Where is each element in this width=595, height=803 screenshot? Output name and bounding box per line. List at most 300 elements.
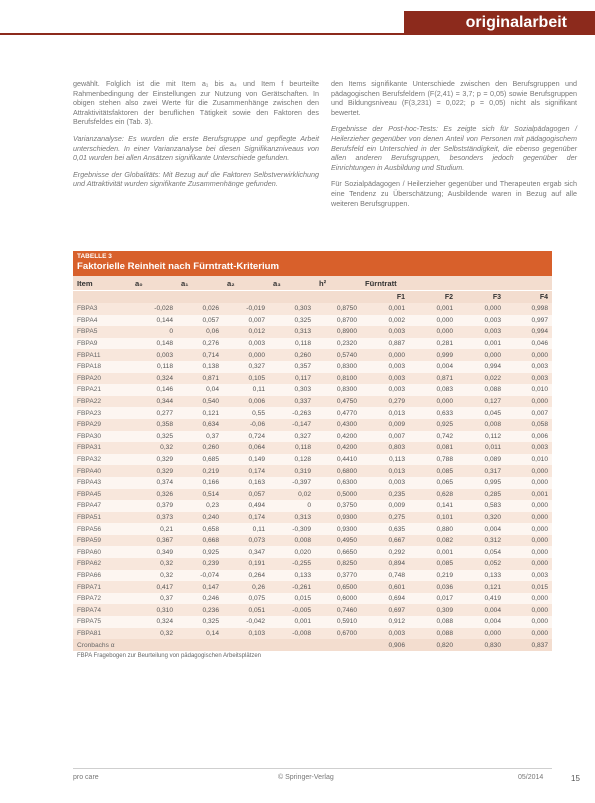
value-cell: 0,235: [361, 489, 409, 501]
table-row: [73, 489, 552, 501]
table-row: [73, 407, 552, 419]
value-cell: 0,313: [269, 512, 315, 524]
value-cell: 0,000: [505, 535, 552, 547]
value-cell: 0,013: [361, 465, 409, 477]
value-cell: 0,089: [457, 454, 505, 466]
text-column-left: [73, 79, 319, 196]
value-cell: 0,000: [505, 523, 552, 535]
table-row: [73, 442, 552, 454]
value-cell: 0,219: [177, 465, 223, 477]
value-cell: 0,3750: [315, 500, 361, 512]
item-cell: FBPA9: [73, 338, 131, 350]
value-cell: 0,32: [131, 628, 177, 640]
table-row: [73, 431, 552, 443]
value-cell: 0,000: [505, 616, 552, 628]
value-cell: 0,803: [361, 442, 409, 454]
item-cell: FBPA56: [73, 523, 131, 535]
value-cell: 0,2320: [315, 338, 361, 350]
value-cell: 0,007: [505, 407, 552, 419]
factor-table: [73, 251, 552, 661]
value-cell: 0,26: [223, 581, 269, 593]
value-cell: 0,6300: [315, 477, 361, 489]
table-note: FBPA Fragebogen zur Beurteilung von pädagogischen Arbeitsplätzen: [77, 652, 262, 659]
value-cell: 0,003: [361, 477, 409, 489]
value-cell: 0,015: [269, 593, 315, 605]
item-cell: FBPA11: [73, 349, 131, 361]
value-cell: 0,325: [177, 616, 223, 628]
table-row: [73, 546, 552, 558]
value-cell: 0,667: [361, 535, 409, 547]
value-cell: 0,347: [223, 546, 269, 558]
paragraph: Ergebnisse der Post-hoc-Tests: Es zeigte sich für Sozialpädagogen / Heilerzieher gegenüber von denen Anteil von Personen mit pädagogischem Berufsfeld ein Unterschied in der Selbstständigkeit, die ebenso gegenüber allen anderen Berufsgruppen, besonders jedoch gegenüber der Einrichtungen in Ausbildung und Studium.: [331, 124, 577, 172]
value-cell: 0,088: [409, 628, 457, 640]
col-header-f4: F4: [505, 291, 552, 304]
value-cell: 0,000: [505, 604, 552, 616]
value-cell: 0,121: [457, 581, 505, 593]
value-cell: 0,083: [409, 384, 457, 396]
value-cell: 0,000: [505, 396, 552, 408]
value-cell: 0,374: [131, 477, 177, 489]
value-cell: 0,003: [457, 315, 505, 327]
value-cell: 0,133: [457, 570, 505, 582]
value-cell: 0,007: [361, 431, 409, 443]
value-cell: 0,327: [223, 361, 269, 373]
value-cell: 0,003: [361, 361, 409, 373]
section-label: originalarbeit: [404, 11, 595, 35]
item-cell: FBPA23: [73, 407, 131, 419]
value-cell: 0,001: [269, 616, 315, 628]
value-cell: 0,000: [409, 326, 457, 338]
value-cell: 0,112: [457, 431, 505, 443]
value-cell: 0,8100: [315, 373, 361, 385]
value-cell: 0,37: [177, 431, 223, 443]
value-cell: 0,264: [223, 570, 269, 582]
value-cell: 0,9300: [315, 523, 361, 535]
value-cell: 0,8900: [315, 326, 361, 338]
item-cell: FBPA75: [73, 616, 131, 628]
table-row: [73, 315, 552, 327]
table-row: [73, 349, 552, 361]
value-cell: 0,036: [409, 581, 457, 593]
value-cell: 0,358: [131, 419, 177, 431]
value-cell: -0,019: [223, 303, 269, 315]
table-row: [73, 454, 552, 466]
value-cell: 0,788: [409, 454, 457, 466]
value-cell: 0,146: [131, 384, 177, 396]
value-cell: 0,240: [177, 512, 223, 524]
value-cell: 0,6500: [315, 581, 361, 593]
value-cell: 0,8250: [315, 558, 361, 570]
value-cell: -0,028: [131, 303, 177, 315]
value-cell: 0,003: [505, 373, 552, 385]
value-cell: 0,009: [361, 500, 409, 512]
value-cell: 0,003: [361, 326, 409, 338]
table-row: [73, 373, 552, 385]
value-cell: 0,054: [457, 546, 505, 558]
value-cell: 0,309: [409, 604, 457, 616]
value-cell: 0,191: [223, 558, 269, 570]
value-cell: 0,894: [361, 558, 409, 570]
value-cell: 0,051: [223, 604, 269, 616]
value-cell: 0,279: [361, 396, 409, 408]
item-cell: FBPA47: [73, 500, 131, 512]
value-cell: 0,344: [131, 396, 177, 408]
value-cell: 0,494: [223, 500, 269, 512]
value-cell: 0,887: [361, 338, 409, 350]
value-cell: 0,4950: [315, 535, 361, 547]
value-cell: 0,088: [409, 616, 457, 628]
table-row: [73, 303, 552, 315]
paragraph: gewählt. Folglich ist die mit Item a₁ bis a₄ und Item f beurteilte Rahmenbedingung der Einstellungen zur Nutzung von Gerätschaften. In obigen stehen also zwei Werte für die Zusammenhänge zwischen den Attraktivitätsfaktoren der beruflichen Tätigkeit sowie den Faktoren des Berufsfeldes ein (Tab. 3).: [73, 79, 319, 127]
col-header-f1: F1: [361, 291, 409, 304]
value-cell: 0,4750: [315, 396, 361, 408]
paragraph: Ergebnisse der Globalitäts: Mit Bezug auf die Faktoren Selbstverwirklichung und Attraktivität wurden signifikante Zusammenhänge gefunden.: [73, 169, 319, 189]
table-row: [73, 581, 552, 593]
value-cell: 0,4410: [315, 454, 361, 466]
value-cell: 0,694: [361, 593, 409, 605]
paragraph: Für Sozialpädagogen / Heilerzieher gegenüber und Therapeuten ergab sich eine Tendenz zu Überschätzung; Ausbildende waren in Bezug auf alle weiteren Berufsgruppen.: [331, 179, 577, 208]
text-column-right: [331, 79, 577, 215]
value-cell: 0,082: [409, 535, 457, 547]
value-cell: 0,4200: [315, 431, 361, 443]
item-cell: FBPA4: [73, 315, 131, 327]
paragraph: den Items signifikante Unterschiede zwischen den Berufsgruppen und pädagogischen Berufsfeldern (F(2,41) = 3,7; p = 0,05) sowie Berufsgruppen und Bildungsniveau (F(3,231) = 0,022; p = 0,05) nicht als signifikant bewertet.: [331, 79, 577, 117]
page-number: 15: [571, 774, 580, 783]
value-cell: 0,118: [269, 338, 315, 350]
value-cell: -0,261: [269, 581, 315, 593]
value-cell: 0,325: [131, 431, 177, 443]
value-cell: 0,277: [131, 407, 177, 419]
value-cell: -0,309: [269, 523, 315, 535]
value-cell: 0,871: [177, 373, 223, 385]
value-cell: 0,357: [269, 361, 315, 373]
paragraph: Varianzanalyse: Es wurden die erste Berufsgruppe und gepflegte Arbeit unterschieden. In einer Varianzanalyse bei diesen Signifikanzniveaus von 0,01 wurden bei allen Ansätzen signifikante Unterschiede gefunden.: [73, 133, 319, 163]
value-cell: 0,281: [409, 338, 457, 350]
table-label: TABELLE 3: [73, 251, 552, 261]
value-cell: 0,105: [223, 373, 269, 385]
value-cell: 0,32: [131, 558, 177, 570]
value-cell: 0,373: [131, 512, 177, 524]
value-cell: 0,011: [457, 442, 505, 454]
value-cell: 0,118: [131, 361, 177, 373]
value-cell: 0,085: [409, 558, 457, 570]
value-cell: 0,004: [457, 604, 505, 616]
table-row: [73, 535, 552, 547]
value-cell: 0,285: [457, 489, 505, 501]
value-cell: 0,141: [409, 500, 457, 512]
value-cell: 0,634: [177, 419, 223, 431]
value-cell: 0,55: [223, 407, 269, 419]
value-cell: 0,5740: [315, 349, 361, 361]
item-cell: FBPA74: [73, 604, 131, 616]
value-cell: 0,325: [269, 315, 315, 327]
value-cell: 0,026: [177, 303, 223, 315]
value-cell: 0,02: [269, 489, 315, 501]
col-header-f2: F2: [409, 291, 457, 304]
item-cell: FBPA43: [73, 477, 131, 489]
table-row: [73, 396, 552, 408]
value-cell: 0,417: [131, 581, 177, 593]
value-cell: 0,6700: [315, 628, 361, 640]
value-cell: 0,045: [457, 407, 505, 419]
value-cell: -0,397: [269, 477, 315, 489]
value-cell: -0,06: [223, 419, 269, 431]
cronbach-row: [73, 639, 552, 651]
value-cell: 0,8750: [315, 303, 361, 315]
value-cell: 0,163: [223, 477, 269, 489]
item-cell: FBPA66: [73, 570, 131, 582]
item-cell: FBPA71: [73, 581, 131, 593]
value-cell: 0,003: [361, 384, 409, 396]
cronbach-value: 0,820: [409, 639, 457, 651]
item-cell: FBPA5: [73, 326, 131, 338]
value-cell: 0,004: [457, 616, 505, 628]
value-cell: 0,724: [223, 431, 269, 443]
value-cell: 0,073: [223, 535, 269, 547]
value-cell: 0,999: [409, 349, 457, 361]
col-header-fuerntratt: Fürntratt: [361, 276, 552, 291]
value-cell: 0,057: [223, 489, 269, 501]
value-cell: 0,14: [177, 628, 223, 640]
value-cell: 0,020: [269, 546, 315, 558]
value-cell: 0,000: [409, 396, 457, 408]
table-row: [73, 500, 552, 512]
value-cell: 0,000: [505, 593, 552, 605]
value-cell: 0,006: [223, 396, 269, 408]
table-row: [73, 338, 552, 350]
table-row: [73, 604, 552, 616]
col-header-a2: a₂: [223, 276, 269, 291]
value-cell: 0,000: [505, 512, 552, 524]
value-cell: 0,419: [457, 593, 505, 605]
value-cell: 0,000: [409, 315, 457, 327]
col-header-a0: a₀: [131, 276, 177, 291]
value-cell: 0,138: [177, 361, 223, 373]
item-cell: FBPA20: [73, 373, 131, 385]
item-cell: FBPA18: [73, 361, 131, 373]
item-cell: FBPA62: [73, 558, 131, 570]
value-cell: 0,004: [457, 523, 505, 535]
value-cell: 0,312: [457, 535, 505, 547]
value-cell: 0,000: [457, 349, 505, 361]
value-cell: 0,236: [177, 604, 223, 616]
value-cell: 0,292: [361, 546, 409, 558]
value-cell: 0,329: [131, 454, 177, 466]
value-cell: 0,6000: [315, 593, 361, 605]
table-row: [73, 361, 552, 373]
item-cell: FBPA30: [73, 431, 131, 443]
value-cell: 0,11: [223, 523, 269, 535]
value-cell: -0,147: [269, 419, 315, 431]
value-cell: 0,001: [505, 489, 552, 501]
table-body: [73, 303, 552, 651]
header-rule: [0, 33, 595, 35]
value-cell: 0,601: [361, 581, 409, 593]
value-cell: 0,003: [361, 628, 409, 640]
value-cell: 0: [269, 500, 315, 512]
item-cell: FBPA45: [73, 489, 131, 501]
value-cell: 0,5000: [315, 489, 361, 501]
footer-publisher: © Springer-Verlag: [278, 774, 334, 781]
value-cell: -0,008: [269, 628, 315, 640]
value-cell: 0,064: [223, 442, 269, 454]
value-cell: 0,11: [223, 384, 269, 396]
value-cell: 0,303: [269, 303, 315, 315]
value-cell: 0,8300: [315, 361, 361, 373]
value-cell: 0,013: [361, 407, 409, 419]
value-cell: 0,514: [177, 489, 223, 501]
value-cell: 0,174: [223, 512, 269, 524]
value-cell: 0,121: [177, 407, 223, 419]
value-cell: 0,997: [505, 315, 552, 327]
value-cell: 0,017: [409, 593, 457, 605]
value-cell: 0,148: [131, 338, 177, 350]
value-cell: 0,174: [223, 465, 269, 477]
value-cell: 0,04: [177, 384, 223, 396]
value-cell: 0,001: [409, 546, 457, 558]
value-cell: 0,871: [409, 373, 457, 385]
value-cell: -0,255: [269, 558, 315, 570]
footer-date: 05/2014: [518, 774, 544, 781]
table-row: [73, 616, 552, 628]
cronbach-value: 0,837: [505, 639, 552, 651]
page-header: [0, 0, 595, 36]
value-cell: 0,133: [269, 570, 315, 582]
col-header-h2: h²: [315, 276, 361, 291]
item-cell: FBPA29: [73, 419, 131, 431]
value-cell: 0,320: [457, 512, 505, 524]
value-cell: 0,748: [361, 570, 409, 582]
value-cell: 0,7460: [315, 604, 361, 616]
value-cell: 0,004: [409, 361, 457, 373]
value-cell: 0,668: [177, 535, 223, 547]
value-cell: 0,147: [177, 581, 223, 593]
value-cell: 0,000: [505, 558, 552, 570]
value-cell: 0,3770: [315, 570, 361, 582]
table-row: [73, 477, 552, 489]
data-table: [73, 276, 552, 651]
value-cell: 0,002: [361, 315, 409, 327]
table-row: [73, 558, 552, 570]
value-cell: 0,37: [131, 593, 177, 605]
table-row: [73, 326, 552, 338]
subheader-spacer: [73, 291, 361, 304]
value-cell: 0,000: [505, 546, 552, 558]
value-cell: 0,998: [505, 303, 552, 315]
value-cell: 0,324: [131, 373, 177, 385]
value-cell: 0,007: [223, 315, 269, 327]
value-cell: 0,912: [361, 616, 409, 628]
value-cell: 0,065: [409, 477, 457, 489]
value-cell: 0,8700: [315, 315, 361, 327]
value-cell: 0,001: [361, 303, 409, 315]
value-cell: 0,008: [457, 419, 505, 431]
value-cell: 0,003: [505, 570, 552, 582]
value-cell: 0,313: [269, 326, 315, 338]
value-cell: 0,003: [457, 326, 505, 338]
value-cell: -0,074: [177, 570, 223, 582]
value-cell: 0,23: [177, 500, 223, 512]
col-header-f3: F3: [457, 291, 505, 304]
value-cell: 0,052: [457, 558, 505, 570]
value-cell: 0,32: [131, 570, 177, 582]
value-cell: 0,000: [457, 303, 505, 315]
value-cell: 0,101: [409, 512, 457, 524]
value-cell: 0,000: [505, 477, 552, 489]
table-title: Faktorielle Reinheit nach Fürntratt-Kriterium: [73, 261, 552, 276]
value-cell: 0,714: [177, 349, 223, 361]
table-row: [73, 512, 552, 524]
value-cell: 0,003: [505, 442, 552, 454]
value-cell: 0,260: [269, 349, 315, 361]
value-cell: 0,329: [131, 465, 177, 477]
table-row: [73, 593, 552, 605]
value-cell: 0,994: [457, 361, 505, 373]
value-cell: 0,349: [131, 546, 177, 558]
value-cell: 0,260: [177, 442, 223, 454]
value-cell: 0,994: [505, 326, 552, 338]
value-cell: 0,149: [223, 454, 269, 466]
value-cell: 0,057: [177, 315, 223, 327]
table-row: [73, 384, 552, 396]
value-cell: 0,925: [409, 419, 457, 431]
value-cell: 0,058: [505, 419, 552, 431]
value-cell: 0,880: [409, 523, 457, 535]
value-cell: 0,000: [505, 500, 552, 512]
value-cell: 0,000: [505, 628, 552, 640]
table-row: [73, 570, 552, 582]
value-cell: 0,327: [269, 431, 315, 443]
item-cell: FBPA31: [73, 442, 131, 454]
value-cell: 0,303: [269, 384, 315, 396]
value-cell: 0,583: [457, 500, 505, 512]
value-cell: 0,317: [457, 465, 505, 477]
value-cell: 0,633: [409, 407, 457, 419]
value-cell: 0,6650: [315, 546, 361, 558]
value-cell: 0,009: [361, 419, 409, 431]
value-cell: 0,000: [505, 349, 552, 361]
value-cell: 0,628: [409, 489, 457, 501]
cronbach-value: 0,830: [457, 639, 505, 651]
value-cell: 0,117: [269, 373, 315, 385]
col-header-item: Item: [73, 276, 131, 291]
value-cell: 0,103: [223, 628, 269, 640]
value-cell: -0,005: [269, 604, 315, 616]
item-cell: FBPA21: [73, 384, 131, 396]
value-cell: 0,319: [269, 465, 315, 477]
value-cell: 0,113: [361, 454, 409, 466]
value-cell: 0,239: [177, 558, 223, 570]
value-cell: 0,010: [505, 384, 552, 396]
item-cell: FBPA59: [73, 535, 131, 547]
item-cell: FBPA72: [73, 593, 131, 605]
value-cell: 0,32: [131, 442, 177, 454]
value-cell: 0,5910: [315, 616, 361, 628]
value-cell: 0,144: [131, 315, 177, 327]
item-cell: FBPA22: [73, 396, 131, 408]
value-cell: 0,003: [505, 361, 552, 373]
value-cell: 0,685: [177, 454, 223, 466]
value-cell: 0,000: [223, 349, 269, 361]
item-cell: FBPA40: [73, 465, 131, 477]
value-cell: 0,001: [409, 303, 457, 315]
value-cell: 0,010: [505, 454, 552, 466]
value-cell: 0,022: [457, 373, 505, 385]
value-cell: 0,658: [177, 523, 223, 535]
value-cell: 0,326: [131, 489, 177, 501]
value-cell: 0,6800: [315, 465, 361, 477]
value-cell: 0,9300: [315, 512, 361, 524]
